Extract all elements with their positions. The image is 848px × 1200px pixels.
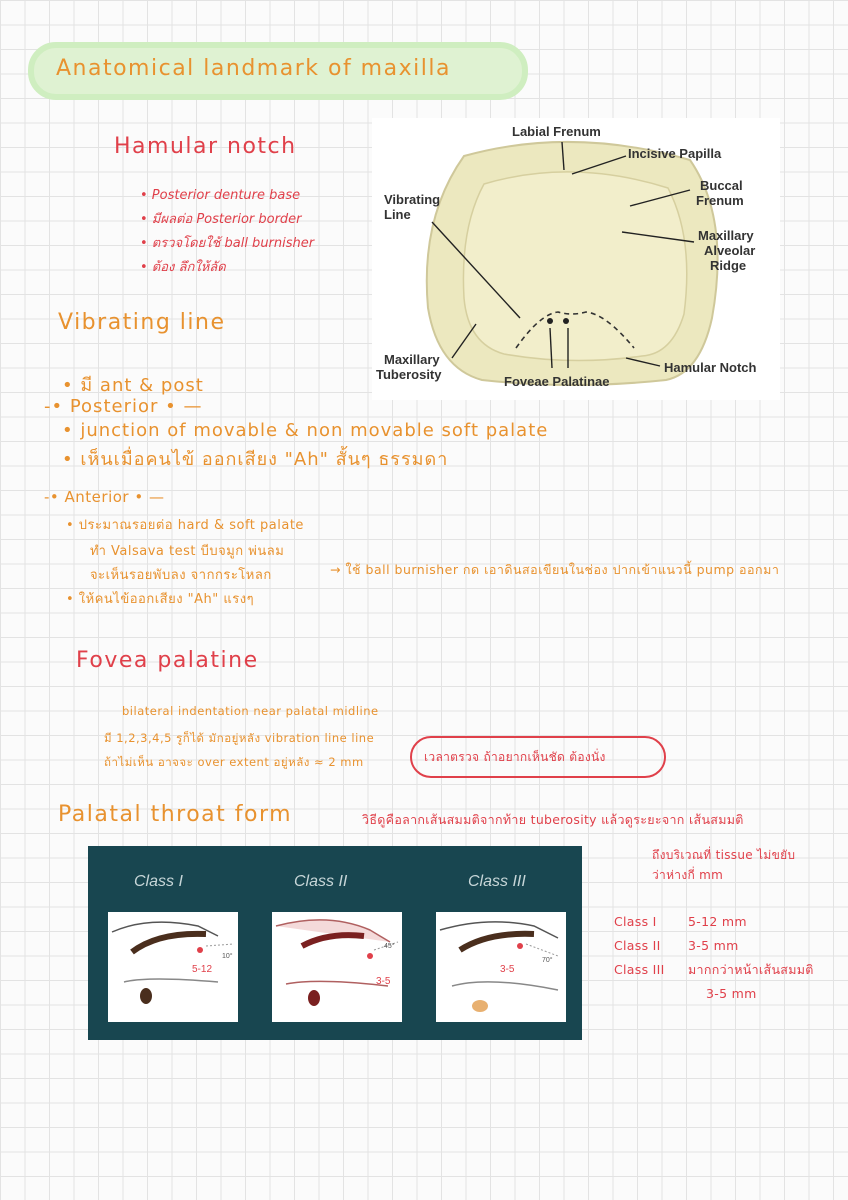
vibrating-line: • เห็นเมื่อคนไข้ ออกเสียง "Ah" สั้นๆ ธรรมดา <box>62 449 449 470</box>
label-alveolar-ridge-3: Ridge <box>710 258 747 273</box>
class-list <box>614 910 814 1006</box>
class-row: 3-5 mm <box>706 986 757 1001</box>
class-row <box>614 910 814 934</box>
vibrating-line: -• Posterior • — <box>44 396 203 417</box>
hamular-bullet: • มีผลต่อ Posterior border <box>140 212 302 227</box>
angle-class2: 45° <box>384 943 395 950</box>
angle-class1: 10° <box>222 953 233 960</box>
throat-note: ถึงบริเวณที่ tissue ไม่ขยับ <box>652 848 796 862</box>
measure-class3: 3-5 <box>500 964 515 975</box>
figure-class3-label: Class III <box>468 873 526 890</box>
class-value: มากกว่าหน้าเส้นสมมติ <box>688 962 814 977</box>
figure-class1-label: Class I <box>134 873 183 890</box>
label-labial-frenum: Labial Frenum <box>512 124 601 139</box>
fovea-line: มี 1,2,3,4,5 รูก็ได้ มักอยู่หลัง vibration line line <box>104 731 375 745</box>
hamular-bullet: • ต้อง ลึกให้ลัด <box>140 260 226 275</box>
anterior-line: • ให้คนไข้ออกเสียง "Ah" แรงๆ <box>66 592 255 607</box>
measure-class2: 3-5 <box>376 976 391 987</box>
hamular-heading: Hamular notch <box>114 134 297 159</box>
vibrating-line: • มี ant & post <box>62 375 204 396</box>
label-maxillary-tuberosity-2: Tuberosity <box>376 367 442 382</box>
throat-heading: Palatal throat form <box>58 802 293 827</box>
burnisher-note: → ใช้ ball burnisher กด เอาดินสอเขียนในช่อง ปากเข้าแนวนี้ pump ออกมา <box>330 562 780 577</box>
label-buccal-frenum-2: Frenum <box>696 193 744 208</box>
throat-note: วิธีดูคือลากเส้นสมมติจากท้าย tuberosity แล้วดูระยะจาก เส้นสมมติ <box>362 812 744 827</box>
class-value: 5-12 mm <box>688 914 747 929</box>
class-name: Class I <box>614 914 657 929</box>
label-hamular-notch: Hamular Notch <box>664 360 757 375</box>
measure-class1: 5-12 <box>192 964 213 975</box>
class-row <box>614 958 814 982</box>
class-name: Class II <box>614 938 661 953</box>
fovea-heading: Fovea palatine <box>76 648 259 673</box>
hamular-bullets <box>140 184 314 280</box>
class-name: Class III <box>614 962 665 977</box>
anterior-line: • ประมาณรอยต่อ hard & soft palate <box>66 518 304 533</box>
label-vibrating-line-2: Line <box>384 207 411 222</box>
anterior-line: ทำ Valsava test บีบจมูก พ่นลม <box>90 544 285 559</box>
throat-form-figure <box>88 846 582 1040</box>
label-foveae-palatinae: Foveae Palatinae <box>504 374 610 389</box>
label-vibrating-line: Vibrating <box>384 192 441 207</box>
vibrating-heading: Vibrating line <box>58 310 226 335</box>
throat-note: ว่าห่างกี่ mm <box>652 868 724 882</box>
class-row <box>614 934 814 958</box>
angle-class3: 70° <box>542 957 553 964</box>
label-maxillary-tuberosity: Maxillary <box>384 352 440 367</box>
figure-class2-label: Class II <box>294 873 348 890</box>
class-value: 3-5 mm <box>688 938 739 953</box>
label-alveolar-ridge: Maxillary <box>698 228 754 243</box>
hamular-bullet: • ตรวจโดยใช้ ball burnisher <box>140 236 315 251</box>
label-buccal-frenum: Buccal <box>700 178 743 193</box>
anterior-line: จะเห็นรอยพับลง จากกระโหลก <box>90 568 272 583</box>
maxilla-cast-figure <box>372 118 780 400</box>
note-bubble-text: เวลาตรวจ ถ้าอยากเห็นชัด ต้องนั่ง <box>424 750 606 764</box>
anterior-heading: -• Anterior • — <box>44 488 165 506</box>
page-title: Anatomical landmark of maxilla <box>56 56 451 81</box>
vibrating-line: • junction of movable & non movable soft palate <box>62 420 549 441</box>
fovea-line: ถ้าไม่เห็น อาจจะ over extent อยู่หลัง ≈ 2 mm <box>104 755 364 769</box>
label-incisive-papilla: Incisive Papilla <box>628 146 722 161</box>
label-alveolar-ridge-2: Alveolar <box>704 243 756 258</box>
hamular-bullet: • Posterior denture base <box>140 188 301 203</box>
fovea-line: bilateral indentation near palatal midline <box>122 704 379 718</box>
